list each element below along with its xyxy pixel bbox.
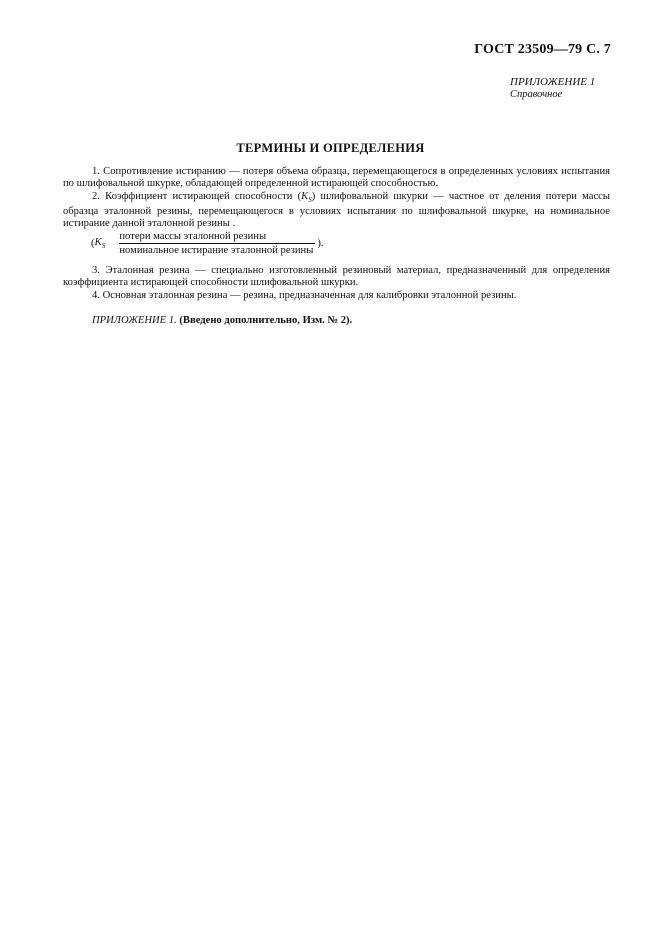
formula-denominator: номинальное истирание эталонной резины: [119, 245, 314, 256]
ks-symbol: K: [301, 190, 309, 202]
appendix-note-label: ПРИЛОЖЕНИЕ 1.: [92, 315, 177, 326]
formula-numerator: потери массы эталонной резины: [119, 231, 315, 244]
term-2: [63, 191, 610, 231]
appendix-note-amendment: (Введено дополнительно, Изм. № 2).: [179, 315, 353, 326]
appendix-type: Справочное: [510, 89, 563, 100]
formula-close-paren: ).: [317, 238, 324, 249]
terms-block-1: [63, 166, 610, 231]
standard-page-header: ГОСТ 23509—79 С. 7: [474, 42, 611, 57]
term-1: 1. Сопротивление истиранию — потеря объема образца, перемещающегося в определенных условиях испытания по шлифовальной шкурке, обладающей определенной истирающей способностью.: [63, 166, 610, 190]
formula-symbol-letter: K: [94, 236, 102, 249]
formula-fraction: [119, 231, 315, 256]
formula-symbol-subscript: S: [101, 242, 106, 251]
ks-subscript: S: [308, 195, 312, 204]
appendix-label: ПРИЛОЖЕНИЕ 1: [510, 76, 596, 88]
term-2-text-after: ) шлифовальной шкурки — частное от деления потери массы образца эталонной резины, перемещающегося в условиях испытания по шлифовальной шкурке, на номинальное истирание данной эталонной резины .: [63, 190, 610, 230]
term-2-text-before: 2. Коэффициент истирающей способности (: [92, 190, 302, 202]
formula-open-paren: (: [91, 238, 95, 249]
terms-block-2: [63, 265, 610, 302]
term-3: 3. Эталонная резина — специально изготовленный резиновый материал, предназначенный для определения коэффициента истирающей способности шлифовальной шкурки.: [63, 265, 610, 289]
formula-symbol: [95, 236, 106, 250]
term-4: 4. Основная эталонная резина — резина, предназначенная для калибровки эталонной резины.: [92, 289, 517, 301]
appendix-note: [92, 315, 352, 326]
ks-formula: [91, 231, 324, 256]
section-title: ТЕРМИНЫ И ОПРЕДЕЛЕНИЯ: [236, 141, 425, 155]
